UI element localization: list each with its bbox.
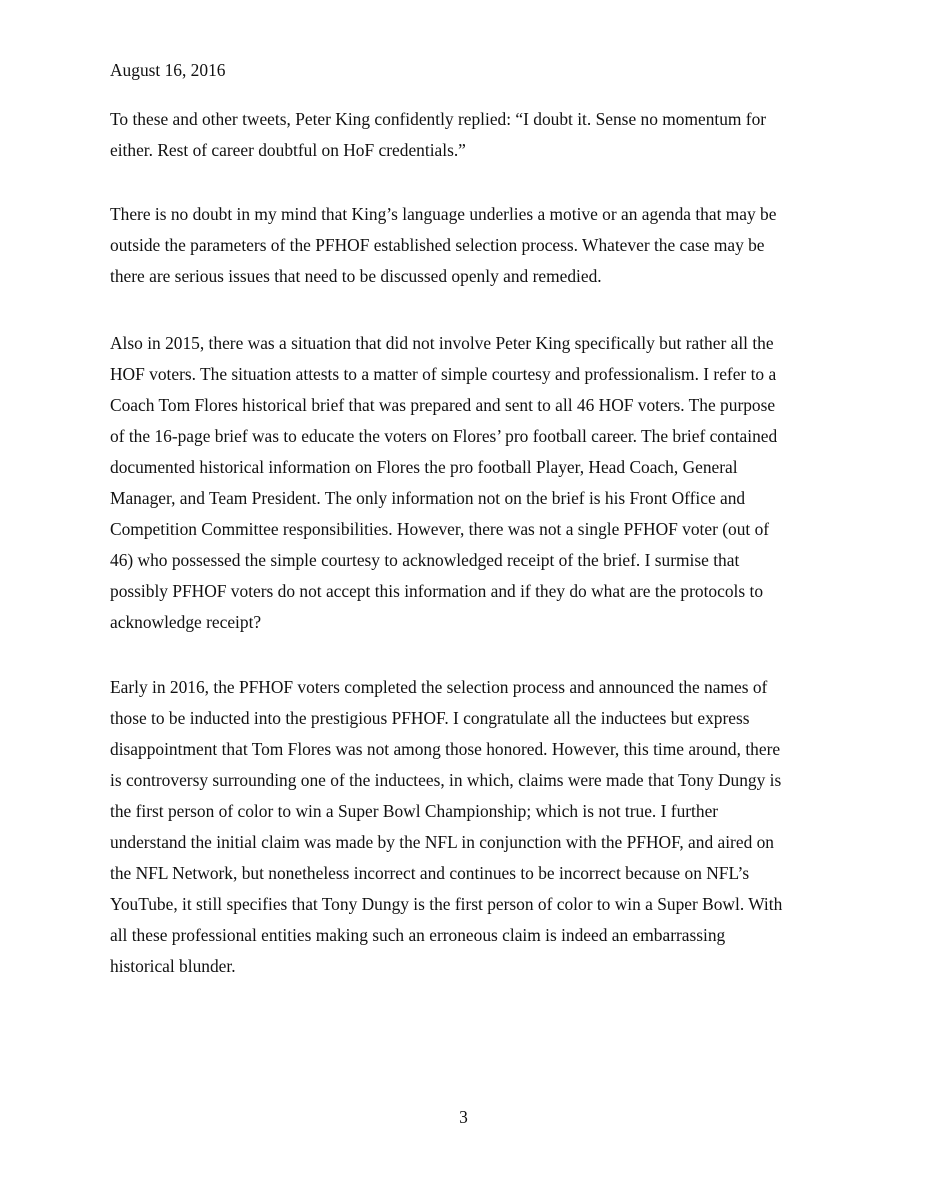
paragraph-line: documented historical information on Flores the pro football Player, Head Coach, General [110, 457, 738, 477]
paragraph-line: historical blunder. [110, 956, 236, 976]
paragraph-line: is controversy surrounding one of the inductees, in which, claims were made that Tony Dungy is [110, 770, 782, 790]
paragraph-line: Also in 2015, there was a situation that did not involve Peter King specifically but rather all the [110, 333, 774, 353]
paragraph-line: the first person of color to win a Super Bowl Championship; which is not true. I further [110, 801, 719, 821]
paragraph-line: Competition Committee responsibilities. However, there was not a single PFHOF voter (out of [110, 519, 770, 539]
paragraph-line: those to be inducted into the prestigious PFHOF. I congratulate all the inductees but express [110, 708, 750, 728]
paragraph-line: 46) who possessed the simple courtesy to acknowledged receipt of the brief. I surmise that [110, 550, 740, 570]
paragraph-line: there are serious issues that need to be discussed openly and remedied. [110, 266, 602, 286]
document-date: August 16, 2016 [110, 60, 226, 80]
paragraph-line: Manager, and Team President. The only information not on the brief is his Front Office and [110, 488, 746, 508]
paragraph-line: There is no doubt in my mind that King’s language underlies a motive or an agenda that may be [110, 204, 777, 224]
paragraph-line: possibly PFHOF voters do not accept this information and if they do what are the protocols to [110, 581, 764, 601]
paragraph-line: To these and other tweets, Peter King confidently replied: “I doubt it. Sense no momentum for [110, 109, 767, 129]
paragraph-line: Coach Tom Flores historical brief that was prepared and sent to all 46 HOF voters. The purpose [110, 395, 776, 415]
paragraph-line: all these professional entities making such an erroneous claim is indeed an embarrassing [110, 925, 726, 945]
paragraph-line: YouTube, it still specifies that Tony Dungy is the first person of color to win a Super Bowl. With [110, 894, 783, 914]
paragraph-line: disappointment that Tom Flores was not among those honored. However, this time around, there [110, 739, 781, 759]
paragraph-line: understand the initial claim was made by the NFL in conjunction with the PFHOF, and aired on [110, 832, 775, 852]
page-number: 3 [459, 1107, 468, 1127]
paragraph-line: Early in 2016, the PFHOF voters completed the selection process and announced the names of [110, 677, 768, 697]
paragraph-line: the NFL Network, but nonetheless incorrect and continues to be incorrect because on NFL’s [110, 863, 750, 883]
paragraph-line: outside the parameters of the PFHOF established selection process. Whatever the case may be [110, 235, 765, 255]
paragraph-line: of the 16-page brief was to educate the voters on Flores’ pro football career. The brief contained [110, 426, 778, 446]
paragraph-line: either. Rest of career doubtful on HoF credentials.” [110, 140, 466, 160]
paragraph-line: acknowledge receipt? [110, 612, 262, 632]
paragraph-line: HOF voters. The situation attests to a matter of simple courtesy and professionalism. I refer to a [110, 364, 777, 384]
